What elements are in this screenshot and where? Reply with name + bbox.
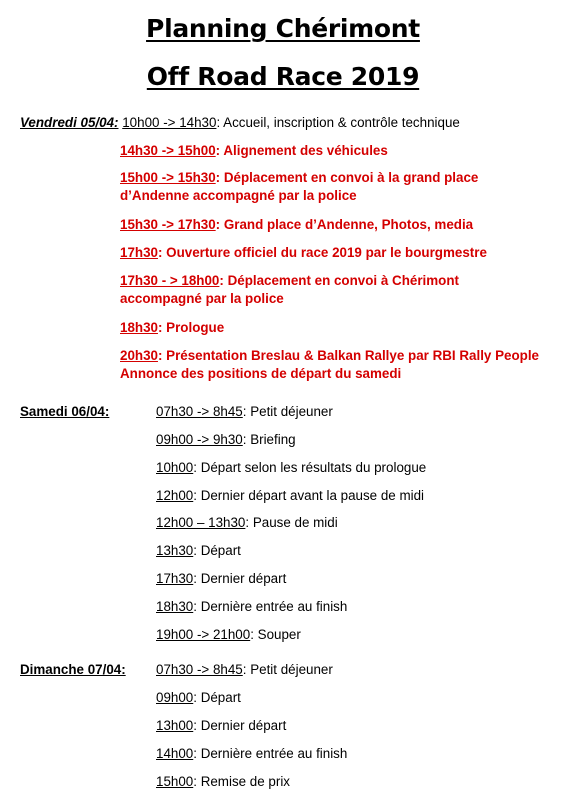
- saturday-entry: [156, 431, 296, 449]
- entry-time: 07h30 -> 8h45: [156, 404, 243, 419]
- entry-time: 07h30 -> 8h45: [156, 662, 243, 677]
- entry-time: 20h30: [120, 348, 158, 363]
- entry-text-line2: d’Andenne accompagné par la police: [120, 188, 357, 203]
- entry-time: 15h00: [156, 774, 194, 789]
- entry-text: : Dernier départ: [193, 571, 287, 586]
- entry-time: 17h30: [120, 245, 158, 260]
- entry-time: 13h00: [156, 718, 194, 733]
- entry-time: 12h00: [156, 488, 194, 503]
- entry-text: : Petit déjeuner: [242, 662, 333, 677]
- saturday-entry: [156, 403, 333, 421]
- entry-text: : Dernière entrée au finish: [193, 599, 348, 614]
- friday-entry: [120, 169, 478, 205]
- entry-time: 14h00: [156, 746, 194, 761]
- saturday-entry: [156, 487, 424, 505]
- entry-text: : Départ: [193, 690, 241, 705]
- entry-time: 10h00: [156, 460, 194, 475]
- entry-text: : Souper: [250, 627, 301, 642]
- entry-text: : Alignement des véhicules: [215, 143, 388, 158]
- sunday-entry: [156, 745, 347, 763]
- entry-text-line2: accompagné par la police: [120, 291, 284, 306]
- entry-text: : Présentation Breslau & Balkan Rallye par RBI Rally People: [157, 348, 539, 363]
- entry-text: : Départ: [193, 543, 241, 558]
- entry-time: 15h00 -> 15h30: [120, 170, 216, 185]
- entry-time: 15h30 -> 17h30: [120, 217, 216, 232]
- saturday-entry: [156, 570, 286, 588]
- sunday-entry: [156, 661, 333, 679]
- entry-time: 17h30: [156, 571, 194, 586]
- sunday-entry: [156, 773, 290, 791]
- saturday-entry: [156, 542, 241, 560]
- saturday-entry: [156, 598, 347, 616]
- friday-entry: [120, 347, 539, 383]
- friday-entry: [120, 142, 388, 160]
- entry-text: : Accueil, inscription & contrôle technique: [216, 115, 460, 130]
- friday-entry: [120, 319, 224, 337]
- entry-text: : Déplacement en convoi à Chérimont: [219, 273, 459, 288]
- entry-text: : Petit déjeuner: [242, 404, 333, 419]
- entry-text: : Dernier départ: [193, 718, 287, 733]
- friday-entry: [120, 244, 487, 262]
- sunday-entry: [156, 717, 286, 735]
- friday-entry: [120, 216, 473, 234]
- entry-time: 09h00: [156, 690, 194, 705]
- entry-text: : Dernière entrée au finish: [193, 746, 348, 761]
- entry-text: : Grand place d’Andenne, Photos, media: [215, 217, 474, 232]
- sunday-day-label: Dimanche 07/04:: [20, 662, 126, 677]
- friday-entry: [120, 272, 459, 308]
- entry-text: : Ouverture officiel du race 2019 par le bourgmestre: [157, 245, 487, 260]
- friday-day-label: Vendredi 05/04:: [20, 115, 119, 130]
- entry-time: 12h00 – 13h30: [156, 515, 246, 530]
- entry-time: 19h00 -> 21h00: [156, 627, 251, 642]
- entry-text: : Dernier départ avant la pause de midi: [193, 488, 424, 503]
- entry-text: : Prologue: [157, 320, 225, 335]
- entry-time: 09h00 -> 9h30: [156, 432, 243, 447]
- entry-time: 10h00 -> 14h30: [122, 115, 217, 130]
- entry-text: : Briefing: [242, 432, 296, 447]
- entry-text: : Remise de prix: [193, 774, 290, 789]
- sunday-entry: [156, 689, 241, 707]
- saturday-day-label: Samedi 06/04:: [20, 404, 110, 419]
- entry-text: : Départ selon les résultats du prologue: [193, 460, 427, 475]
- entry-time: 17h30 - > 18h00: [120, 273, 220, 288]
- entry-text: : Déplacement en convoi à la grand place: [215, 170, 479, 185]
- friday-first-entry: [20, 114, 460, 132]
- entry-text-line2: Annonce des positions de départ du samedi: [120, 366, 402, 381]
- entry-time: 13h30: [156, 543, 194, 558]
- entry-time: 18h30: [156, 599, 194, 614]
- entry-text: : Pause de midi: [245, 515, 338, 530]
- saturday-entry: [156, 514, 338, 532]
- title-line-2: Off Road Race 2019: [146, 62, 420, 91]
- entry-time: 18h30: [120, 320, 158, 335]
- saturday-entry: [156, 626, 301, 644]
- title-line-1: Planning Chérimont: [146, 14, 420, 43]
- entry-time: 14h30 -> 15h00: [120, 143, 216, 158]
- saturday-entry: [156, 459, 426, 477]
